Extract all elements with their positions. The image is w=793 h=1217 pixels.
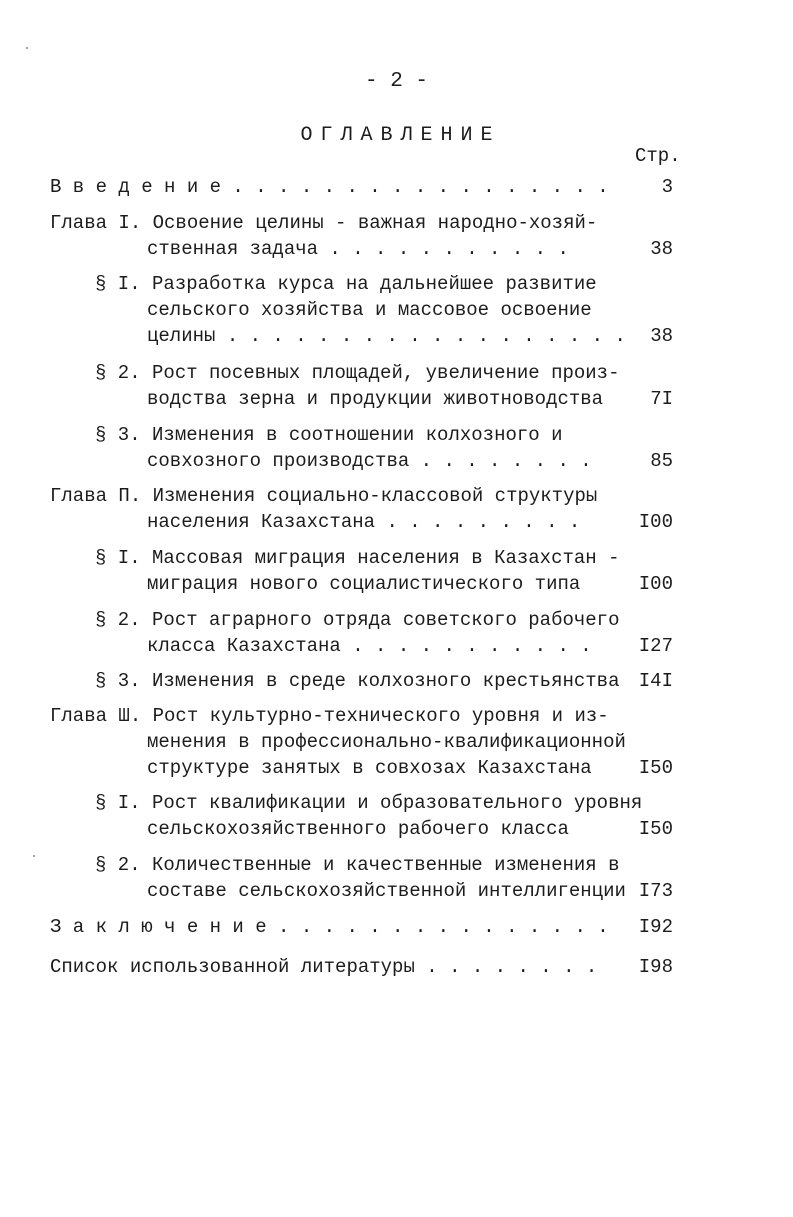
toc-section-1-2-cont: водства зерна и продукции животноводства: [147, 388, 604, 410]
toc-page-number: 85: [650, 450, 673, 472]
toc-page-number: 38: [650, 325, 673, 347]
toc-chapter-3-title-cont: структуре занятых в совхозах Казахстана: [147, 757, 592, 779]
scan-speck: [26, 47, 28, 49]
toc-page-number: I00: [638, 511, 673, 533]
toc-section-1-1: § I. Разработка курса на дальнейшее развитие: [95, 273, 597, 295]
toc-chapter-3-title-cont: менения в профессионально-квалификационной: [147, 731, 626, 753]
toc-page-number: I92: [638, 916, 673, 938]
toc-entry-bibliography: Список использованной литературы . . . . . . . .: [50, 956, 598, 978]
toc-entry-conclusion: З а к л ю ч е н и е . . . . . . . . . . . . . . .: [50, 916, 609, 938]
toc-section-2-1: § I. Массовая миграция населения в Казахстан -: [95, 547, 620, 569]
toc-section-1-3: § 3. Изменения в соотношении колхозного и: [95, 424, 563, 446]
toc-chapter-2-title-cont: населения Казахстана . . . . . . . . .: [147, 511, 581, 533]
toc-chapter-3-title: Глава Ш. Рост культурно-технического уровня и из-: [50, 705, 609, 727]
toc-section-1-1-cont: сельского хозяйства и массовое освоение: [147, 299, 592, 321]
toc-section-2-1-cont: миграция нового социалистического типа: [147, 573, 581, 595]
toc-page-number: 7I: [650, 388, 673, 410]
toc-page-number: I73: [638, 880, 673, 902]
toc-entry-intro: В в е д е н и е . . . . . . . . . . . . . . . . .: [50, 176, 609, 198]
toc-section-2-2: § 2. Рост аграрного отряда советского рабочего: [95, 609, 620, 631]
toc-page-number: 38: [650, 238, 673, 260]
toc-chapter-2-title: Глава П. Изменения социально-классовой структуры: [50, 485, 598, 507]
toc-chapter-1-title: Глава I. Освоение целины - важная народно-хозяй-: [50, 212, 598, 234]
toc-page-number: I50: [638, 818, 673, 840]
page-column-header: Стр.: [635, 145, 681, 167]
toc-section-2-2-cont: класса Казахстана . . . . . . . . . . .: [147, 635, 592, 657]
toc-section-2-3: § 3. Изменения в среде колхозного крестьянства: [95, 670, 620, 692]
toc-chapter-1-title-cont: ственная задача . . . . . . . . . . .: [147, 238, 569, 260]
toc-page-number: I27: [638, 635, 673, 657]
toc-page-number: I98: [638, 956, 673, 978]
toc-section-1-1-cont: целины . . . . . . . . . . . . . . . . . .: [147, 325, 626, 347]
toc-section-3-1: § I. Рост квалификации и образовательного уровня: [95, 792, 643, 814]
toc-page-number: I50: [638, 757, 673, 779]
toc-section-3-2: § 2. Количественные и качественные изменения в: [95, 854, 620, 876]
toc-title: ОГЛАВЛЕНИЕ: [300, 124, 501, 147]
page-number: - 2 -: [364, 70, 428, 93]
toc-section-3-2-cont: составе сельскохозяйственной интеллигенции: [147, 880, 626, 902]
toc-page-number: 3: [661, 176, 673, 198]
toc-page-number: I4I: [638, 670, 673, 692]
toc-section-1-3-cont: совхозного производства . . . . . . . .: [147, 450, 592, 472]
toc-page-number: I00: [638, 573, 673, 595]
toc-section-1-2: § 2. Рост посевных площадей, увеличение произ-: [95, 362, 620, 384]
toc-section-3-1-cont: сельскохозяйственного рабочего класса: [147, 818, 569, 840]
scan-speck: [33, 855, 35, 857]
